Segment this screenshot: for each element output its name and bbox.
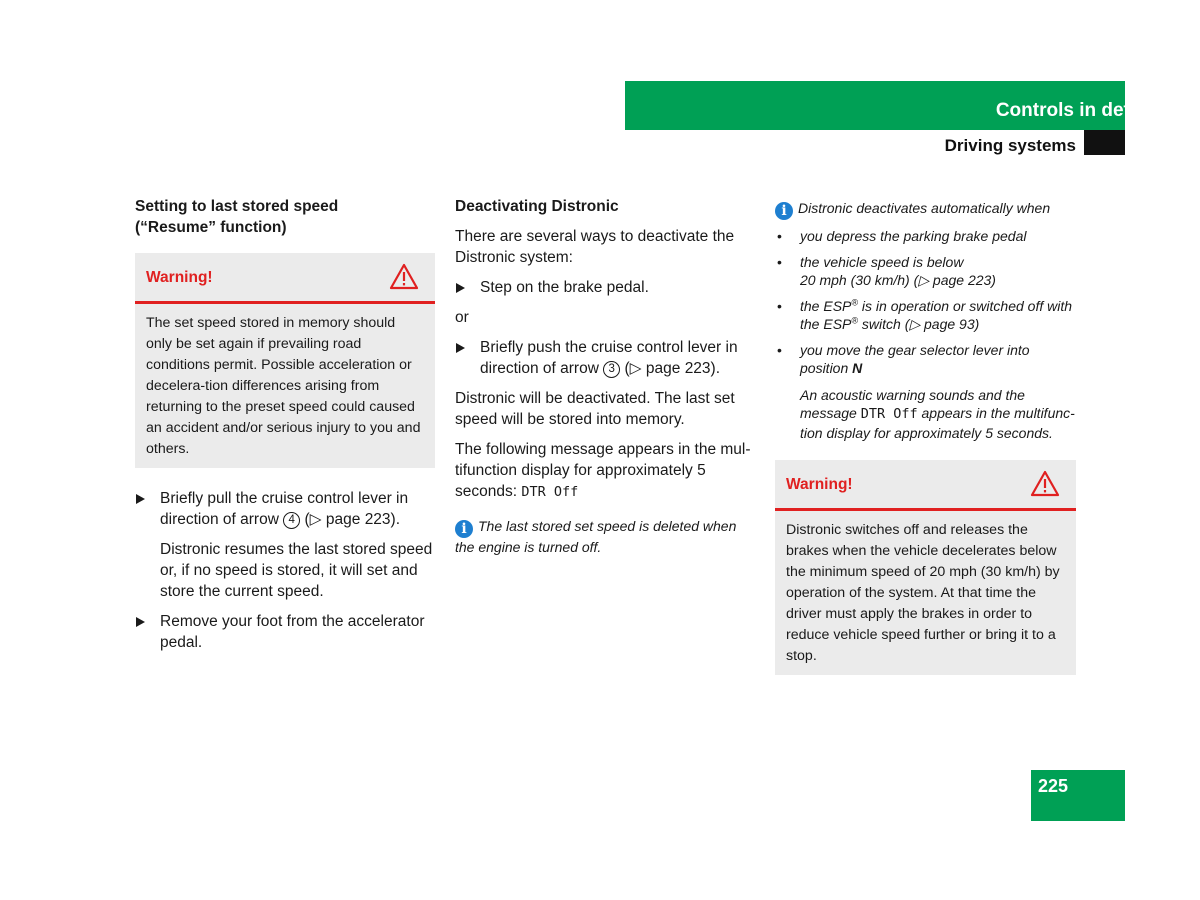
chapter-title: Controls in detail	[995, 100, 1151, 121]
acoustic-note: An acoustic warning sounds and the message DTR Off appears in the multifunc-tion display for approximately 5 seconds.	[800, 386, 1075, 441]
column-right	[775, 196, 1076, 695]
bullet-dot-icon: •	[777, 297, 782, 314]
step-item: Briefly pull the cruise control lever in direction of arrow 4 (▷ page 223).	[135, 488, 435, 530]
info-icon: i	[775, 202, 793, 220]
section-title: Driving systems	[944, 136, 1076, 155]
warning-label: Warning!	[786, 476, 853, 493]
arrow-bullet-icon	[136, 617, 145, 627]
bullet-dot-icon: •	[777, 228, 782, 244]
warning-label: Warning!	[146, 269, 213, 286]
list-item: • you depress the parking brake pedal	[777, 228, 1027, 244]
info-note: i Distronic deactivates automatically when	[775, 199, 1076, 220]
column-middle	[455, 196, 757, 566]
column-left	[135, 196, 435, 662]
result-text: Distronic will be deactivated. The last set speed will be stored into memory.	[455, 390, 735, 428]
list-item: • the vehicle speed is below 20 mph (30 km/h) (▷ page 223)	[777, 253, 996, 288]
info-note: i The last stored set speed is deleted when the engine is turned off.	[455, 518, 737, 555]
warning-box	[775, 460, 1076, 675]
arrow-number: 4	[283, 512, 300, 529]
display-message: DTR Off	[860, 406, 918, 422]
intro-text: There are several ways to deactivate the Distronic system:	[455, 228, 735, 266]
info-icon: i	[455, 520, 473, 538]
message-text: The following message appears in the mul-tifunction display for approximately 5 seconds: DTR Off	[455, 441, 751, 500]
step-item: Step on the brake pedal.	[455, 277, 757, 298]
list-item: • you move the gear selector lever into position N	[777, 341, 1030, 376]
warning-triangle-icon	[389, 263, 419, 296]
step-item: Briefly push the cruise control lever in direction of arrow 3 (▷ page 223).	[455, 337, 757, 379]
warning-header	[775, 460, 1076, 511]
warning-triangle-icon	[1030, 470, 1060, 503]
list-item: • the ESP® is in operation or switched off with the ESP® switch (▷ page 93)	[777, 296, 1073, 332]
arrow-bullet-icon	[456, 343, 465, 353]
step-result: Distronic resumes the last stored speed or, if no speed is stored, it will set and store the current speed.	[160, 541, 433, 600]
warning-box	[135, 253, 435, 468]
arrow-bullet-icon	[456, 283, 465, 293]
arrow-number: 3	[603, 361, 620, 378]
warning-text: Distronic switches off and releases the brakes when the vehicle decelerates below the minimum speed of 20 mph (30 km/h) by operation of the system. At that time the driver must apply the brakes in order to reduce vehicle speed further or bring it to a stop.	[786, 522, 1060, 664]
section-heading: Setting to last stored speed (“Resume” function)	[135, 198, 339, 236]
or-text: or	[455, 309, 469, 326]
bullet-dot-icon: •	[777, 253, 782, 270]
step-item: Remove your foot from the accelerator pedal.	[135, 611, 435, 653]
section-marker	[1084, 130, 1125, 155]
page-number: 225	[1038, 776, 1069, 796]
bullet-dot-icon: •	[777, 341, 782, 358]
warning-text: The set speed stored in memory should only be set again if prevailing road conditions permit. Possible acceleration or decelera-tion differences arising from returning to the preset speed could caused an accident and/or serious injury to you and others.	[146, 315, 421, 457]
warning-header	[135, 253, 435, 304]
display-message: DTR Off	[521, 484, 579, 500]
arrow-bullet-icon	[136, 494, 145, 504]
section-heading: Deactivating Distronic	[455, 198, 619, 215]
